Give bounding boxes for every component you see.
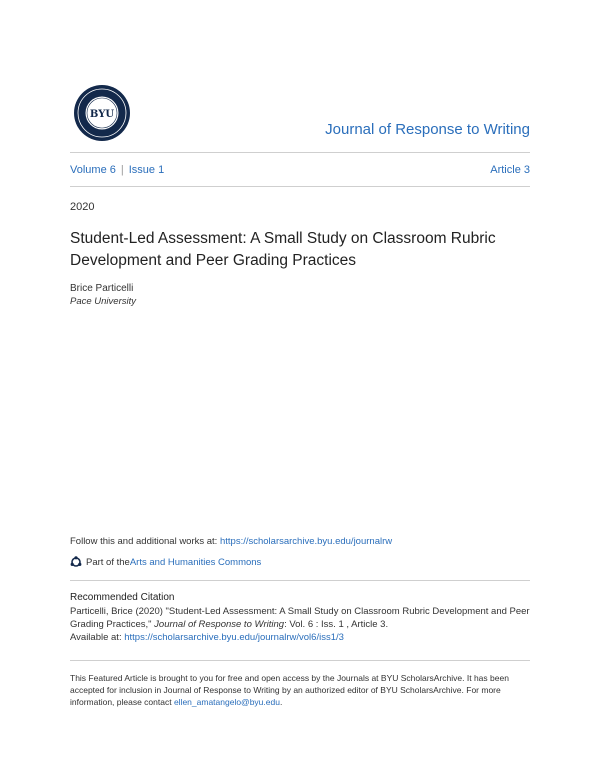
access-notice bbox=[70, 672, 530, 708]
contact-email-link[interactable]: ellen_amatangelo@byu.edu bbox=[173, 697, 280, 707]
logo-text: BYU bbox=[89, 109, 115, 120]
article-title: Student-Led Assessment: A Small Study on Classroom Rubric Development and Peer Grading Practices bbox=[70, 230, 496, 269]
citation-text bbox=[70, 605, 530, 644]
recommended-citation-heading: Recommended Citation bbox=[70, 592, 175, 603]
arts-humanities-commons-link[interactable]: Arts and Humanities Commons bbox=[129, 556, 262, 568]
access-notice-text: This Featured Article is brought to you for free and open access by the Journals at BYU ScholarsArchive. It has been accepted for inclusion in Journal of Response to Writing by an authorized editor of BYU ScholarsArchive. For more information, please contact bbox=[70, 673, 509, 707]
citation-part2: : Vol. 6 : Iss. 1 , Article 3. bbox=[284, 619, 389, 630]
byu-seal-logo bbox=[73, 84, 131, 142]
author-affiliation: Pace University bbox=[70, 296, 136, 307]
part-of-line bbox=[70, 556, 261, 568]
citation-part1: Particelli, Brice (2020) "Student-Led Assessment: A Small Study on Classroom Rubric Development and Peer Grading Practices," bbox=[70, 606, 530, 630]
commons-network-icon bbox=[70, 556, 82, 568]
follow-url-link[interactable]: https://scholarsarchive.byu.edu/journalrw bbox=[219, 536, 393, 547]
author-name: Brice Particelli bbox=[70, 283, 134, 294]
journal-title-link[interactable]: Journal of Response to Writing bbox=[325, 121, 530, 138]
issue-link[interactable]: Issue 1 bbox=[128, 164, 165, 176]
follow-line bbox=[70, 536, 392, 547]
citation-divider bbox=[70, 580, 530, 581]
part-of-prefix: Part of the bbox=[86, 556, 130, 568]
header-divider bbox=[70, 152, 530, 153]
follow-prefix: Follow this and additional works at: bbox=[70, 536, 220, 547]
article-link[interactable]: Article 3 bbox=[490, 164, 530, 176]
available-prefix: Available at: bbox=[70, 632, 125, 643]
available-url-link[interactable]: https://scholarsarchive.byu.edu/journalrw/vol6/iss1/3 bbox=[124, 632, 344, 643]
publication-year: 2020 bbox=[70, 201, 95, 213]
separator: | bbox=[120, 164, 124, 176]
volume-link[interactable]: Volume 6 bbox=[70, 164, 116, 176]
issue-divider bbox=[70, 186, 530, 187]
issue-breadcrumb bbox=[70, 164, 164, 176]
citation-journal: Journal of Response to Writing bbox=[154, 619, 285, 630]
access-notice-end: . bbox=[279, 697, 283, 707]
footer-divider bbox=[70, 660, 530, 661]
